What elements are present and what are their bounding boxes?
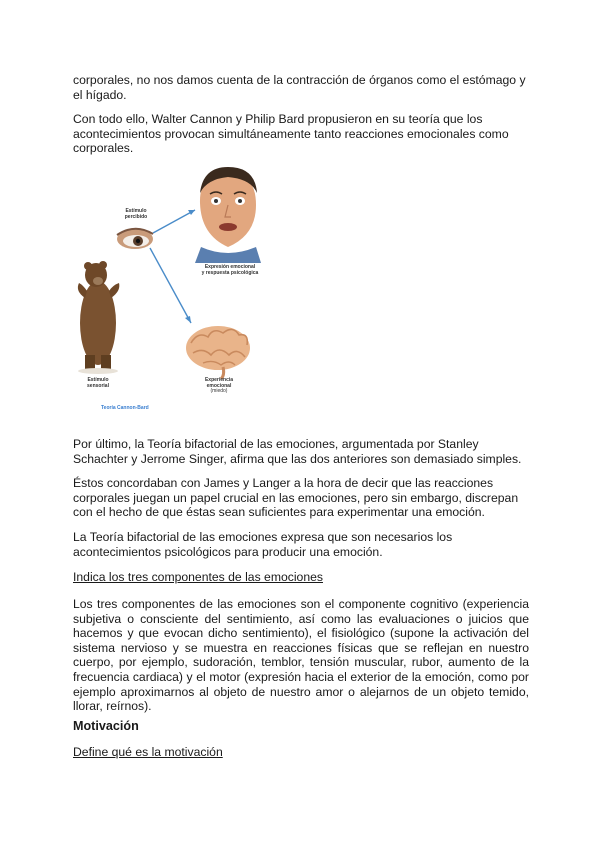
frightened-face-icon [195, 167, 261, 263]
question-define-motivation: Define qué es la motivación [73, 745, 223, 759]
brain-label: Experiencia emocional (miedo) [204, 377, 234, 395]
paragraph-james-langer: Éstos concordaban con James y Langer a la hora de decir que las reacciones corporales juegan un papel crucial en las emociones, pero sin embargo, discrepan con el hecho de que éstas sean suficientes para experimentar una emoción. [73, 476, 519, 520]
face-label: Expresión emocional y respuesta psicológica [201, 264, 259, 276]
paragraph-cannon-bard: Con todo ello, Walter Cannon y Philip Bard propusieron en su teoría que los acontecimientos provocan simultáneamente tanto reacciones emocionales como corporales. [73, 112, 509, 156]
paragraph-three-components: Los tres componentes de las emociones son el componente cognitivo (experiencia subjetiva o consciente del sentimiento, así como las evaluaciones o juicios que hacemos y que evocan dicho sentimiento), el fisiológico (supone la activación del sistema nervioso y se muestra en reacciones físicas que se reflejan en nuestro cuerpo, por ejemplo, sudoración, temblor, tensión muscular, rubor, aumento de la frecuencia cardiaca) y el motor (expresión hacia el exterior de la emoción, como por ejemplo aproximarnos al objeto de nuestro amor o alejarnos de un objeto temido, llorar, reírnos). [73, 597, 529, 714]
bear-icon [78, 261, 119, 374]
section-heading-motivacion: Motivación [73, 719, 139, 733]
bear-label: Estímulo sensorial [87, 377, 109, 389]
paragraph-organs: corporales, no nos damos cuenta de la contracción de órganos como el estómago y el hígado. [73, 73, 526, 102]
eye-label: Estímulo percibido [124, 208, 148, 220]
paragraph-bifactorial-intro: Por último, la Teoría bifactorial de las emociones, argumentada por Stanley Schachter y Jerrome Singer, afirma que las dos anteriores son demasiado simples. [73, 437, 522, 466]
question-three-components: Indica los tres componentes de las emociones [73, 570, 323, 584]
brain-icon [186, 326, 250, 379]
figure-caption: Teoría Cannon-Bard [101, 405, 149, 411]
arrow-eye-to-brain [150, 248, 191, 323]
arrow-eye-to-face [153, 210, 195, 233]
eye-icon [117, 229, 153, 249]
cannon-bard-figure [73, 163, 278, 421]
paragraph-bifactorial-expresses: La Teoría bifactorial de las emociones expresa que son necesarios los acontecimientos psicológicos para producir una emoción. [73, 530, 453, 559]
